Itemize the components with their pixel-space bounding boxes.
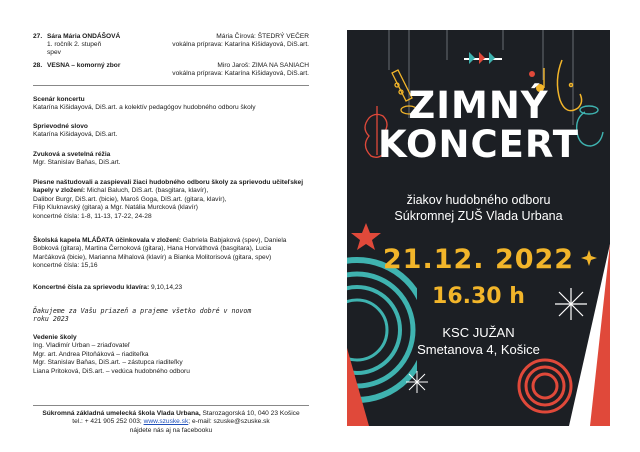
performer-name: Sára Mária ONDÁŠOVÁ bbox=[47, 33, 121, 40]
website-link[interactable]: www.szuske.sk bbox=[143, 418, 189, 426]
poster-title-line1: ZIMNÝ bbox=[408, 84, 549, 127]
poster-title-line2: KONCERT bbox=[378, 123, 579, 166]
concert-date: 21.12. 2022 bbox=[382, 244, 575, 275]
song-title: Mária Čírová: ŠTEDRÝ VEČER bbox=[216, 33, 309, 40]
section-slovo bbox=[33, 123, 313, 140]
section-heading: Piesne naštudovali a zaspievali žiaci hudobného odboru školy za sprievodu učiteľskej kapely v zložení: bbox=[33, 179, 304, 195]
section-text: Bobková (gitara), Martina Černoková (gitara), Hana Horváthová (basgitara), Lucia bbox=[33, 245, 272, 253]
section-vedenie bbox=[33, 334, 313, 376]
section-heading: Koncertné čísla za sprievodu klavíra: bbox=[33, 284, 150, 291]
performer-name: VESNA – komorný zbor bbox=[47, 62, 121, 69]
thanks-note bbox=[33, 307, 313, 324]
section-kapela bbox=[33, 237, 313, 271]
ornament-icon bbox=[464, 52, 502, 64]
section-rezia bbox=[33, 151, 313, 168]
section-heading: Sprievodné slovo bbox=[33, 123, 88, 130]
section-klavir bbox=[33, 284, 313, 292]
section-text: Dalibor Burgr, DiS.art. (bicie), Maroš Goga, DiS.art. (gitara, klavír), bbox=[33, 195, 227, 203]
performer-class: 1. ročník 2. stupeň spev bbox=[47, 41, 102, 57]
circle-ornament-icon bbox=[519, 360, 571, 412]
concert-poster bbox=[347, 30, 610, 426]
staff-line: Ing. Vladimír Urban – zriaďovateľ bbox=[33, 342, 130, 350]
facebook-note: nájdete nás aj na facebooku bbox=[129, 426, 213, 434]
section-text: Katarína Kišidayová, DiS.art. bbox=[33, 131, 118, 139]
vocal-prep: vokálna príprava: Katarína Kišidayová, DiS.art. bbox=[172, 70, 309, 77]
poster-subtitle: Súkromnej ZUŠ Vlada Urbana bbox=[394, 209, 563, 223]
section-piesne bbox=[33, 179, 313, 221]
staff-line: Liana Pritoková, DiS.art. – vedúca hudobného odboru bbox=[33, 367, 190, 375]
phone: tel.: + 421 905 252 003; bbox=[72, 418, 144, 426]
section-heading: Zvuková a svetelná réžia bbox=[33, 151, 111, 158]
section-text: Katarína Kišidayová, DiS.art. a kolektív pedagógov hudobného odboru školy bbox=[33, 104, 256, 112]
item-number: 27. bbox=[33, 33, 43, 40]
school-name: Súkromná základná umelecká škola Vlada Urbana, bbox=[42, 410, 201, 417]
section-heading: Scenár koncertu bbox=[33, 96, 85, 103]
concert-time: 16.30 h bbox=[432, 284, 525, 309]
section-heading: Vedenie školy bbox=[33, 334, 77, 341]
section-text: Mgr. Stanislav Baňas, DiS.art. bbox=[33, 159, 121, 167]
section-text: Marčáková (bicie), Marianna Mihalová (klavír) a Bianka Molitorisová (gitara, spev) bbox=[33, 253, 272, 261]
poster-subtitle: žiakov hudobného odboru bbox=[406, 193, 551, 207]
divider bbox=[33, 405, 309, 406]
staff-line: Mgr. art. Andrea Pitoňáková – riaditeľka bbox=[33, 350, 149, 358]
thanks-line: Ďakujeme za Vašu priazeň a prajeme všetko dobré v novom bbox=[33, 307, 252, 315]
section-text: Gabriela Babjaková (spev), Daniela bbox=[180, 237, 287, 244]
venue-name: KSC JUŽAN bbox=[442, 325, 515, 340]
section-text: koncertné čísla: 15,16 bbox=[33, 262, 98, 270]
section-text: Filip Kluknavský (gitara) a Mgr. Natália Murcková (klavír) bbox=[33, 204, 198, 212]
section-text: Michal Baluch, DiS.art. (basgitara, klavír), bbox=[85, 187, 209, 195]
item-number: 28. bbox=[33, 62, 43, 69]
section-scenar bbox=[33, 96, 313, 113]
thanks-line: roku 2023 bbox=[33, 315, 69, 324]
email: ; e-mail: szuske@szuske.sk bbox=[188, 418, 270, 426]
song-title: Miro Jaroš: ZIMA NA SANIACH bbox=[217, 62, 309, 69]
divider bbox=[33, 85, 309, 86]
footer bbox=[33, 410, 309, 435]
section-text: 9,10,14,23 bbox=[149, 284, 183, 291]
staff-line: Mgr. Stanislav Baňas, DiS.art. – zástupca riaditeľky bbox=[33, 359, 183, 367]
venue-address: Smetanova 4, Košice bbox=[417, 342, 540, 357]
section-text: koncertné čísla: 1-8, 11-13, 17-22, 24-28 bbox=[33, 212, 152, 220]
vocal-prep: vokálna príprava: Katarína Kišidayová, DiS.art. bbox=[172, 41, 309, 48]
snowflake-icon bbox=[406, 371, 428, 393]
section-heading: Školská kapela MLÁĎATA účinkovala v zložení: bbox=[33, 237, 181, 244]
school-address: Starozagorská 10, 040 23 Košice bbox=[200, 410, 300, 417]
